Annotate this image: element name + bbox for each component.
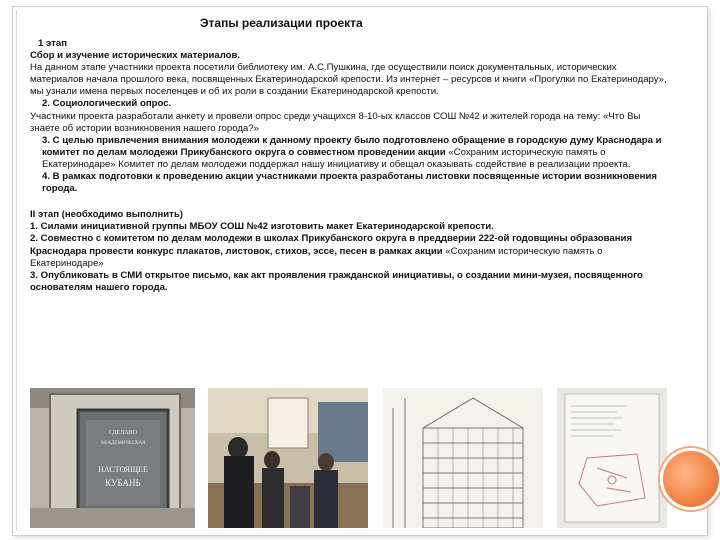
plaque-line-2: АКАДЕМИЧЕСКАЯ: [100, 441, 146, 446]
stage1-item-3-heading: 3. С целью привлечения внимания молодежи к данному проекту было подготовлено обращение в городскую думу Краснодара и комитет по делам молодежи Прикубанского округа о совместном проведении акции: [42, 134, 662, 158]
stage1-subheading: Сбор и изучение исторических материалов.: [30, 50, 241, 62]
stage2-item-2-action: «Сохраним историческую память о Екатеринодаре»: [30, 245, 603, 269]
plaque-line-1: СДЕЛАНО: [108, 430, 138, 436]
body-text: [30, 38, 670, 294]
photo-map: [557, 388, 667, 528]
stage1-paragraph-2: Участники проекта разработали анкету и провели опрос среди учащихся 8-10-ых классов СОШ №42 и жителей города на тему: «Что Вы знаете об истории возникновения нашего города?»: [30, 110, 641, 134]
page-title: Этапы реализации проекта: [200, 16, 363, 30]
stage1-item-3-text: «Сохраним историческую память о Екатеринодаре» Комитет по делам молодежи поддержал нашу инициативу и обещал оказывать содействие в реализации проекта.: [42, 146, 631, 170]
stage1-item-4: 4. В рамках подготовки к проведению акции участниками проекта разработаны листовки посвященные истории возникновения города.: [42, 171, 657, 195]
photo-sketch: [383, 388, 543, 528]
plaque-line-4: КУБАНЬ: [105, 478, 141, 488]
plaque-line-3: НАСТОЯЩЕЕ: [98, 465, 148, 474]
stage2-item-2: [30, 233, 670, 269]
stage2-item-2-bold: 2. Совместно с комитетом по делам молодежи в школах Прикубанского округа в преддверии 222-ой годовщины образования Краснодара провести конкурс плакатов, листовок, стихов, эссе, песен в рамках акции: [30, 233, 633, 257]
stage1-paragraph-1: На данном этапе участники проекта посетили библиотеку им. А.С.Пушкина, где осуществили поиск документальных, исторических материалов начала прошлого века, посвященных Екатеринодарской крепости. Из интернет – ресурсов и книги «Прогулки по Екатеринодару», мы узнали имена первых поселенцев и об их роли в создании Екатеринодарской крепости.: [30, 62, 667, 98]
stage1-heading: 1 этап: [38, 38, 68, 49]
stage1-item-2-heading: 2. Социологический опрос.: [42, 98, 172, 110]
stage2-heading: II этап (необходимо выполнить): [30, 209, 183, 221]
stage2-item-3: 3. Опубликовать в СМИ открытое письмо, как акт проявления гражданской инициативы, о создании мини-музея, посвященного основателям нашего города.: [30, 269, 643, 293]
left-rule: [16, 10, 17, 530]
decorative-orange-circle: [660, 448, 720, 510]
stage2-item-1: 1. Силами инициативной группы МБОУ СОШ №42 изготовить макет Екатеринодарской крепости.: [30, 221, 494, 233]
stage1-paragraph-3: [30, 135, 670, 171]
photo-library: [208, 388, 368, 528]
photo-plaque: [30, 388, 195, 528]
